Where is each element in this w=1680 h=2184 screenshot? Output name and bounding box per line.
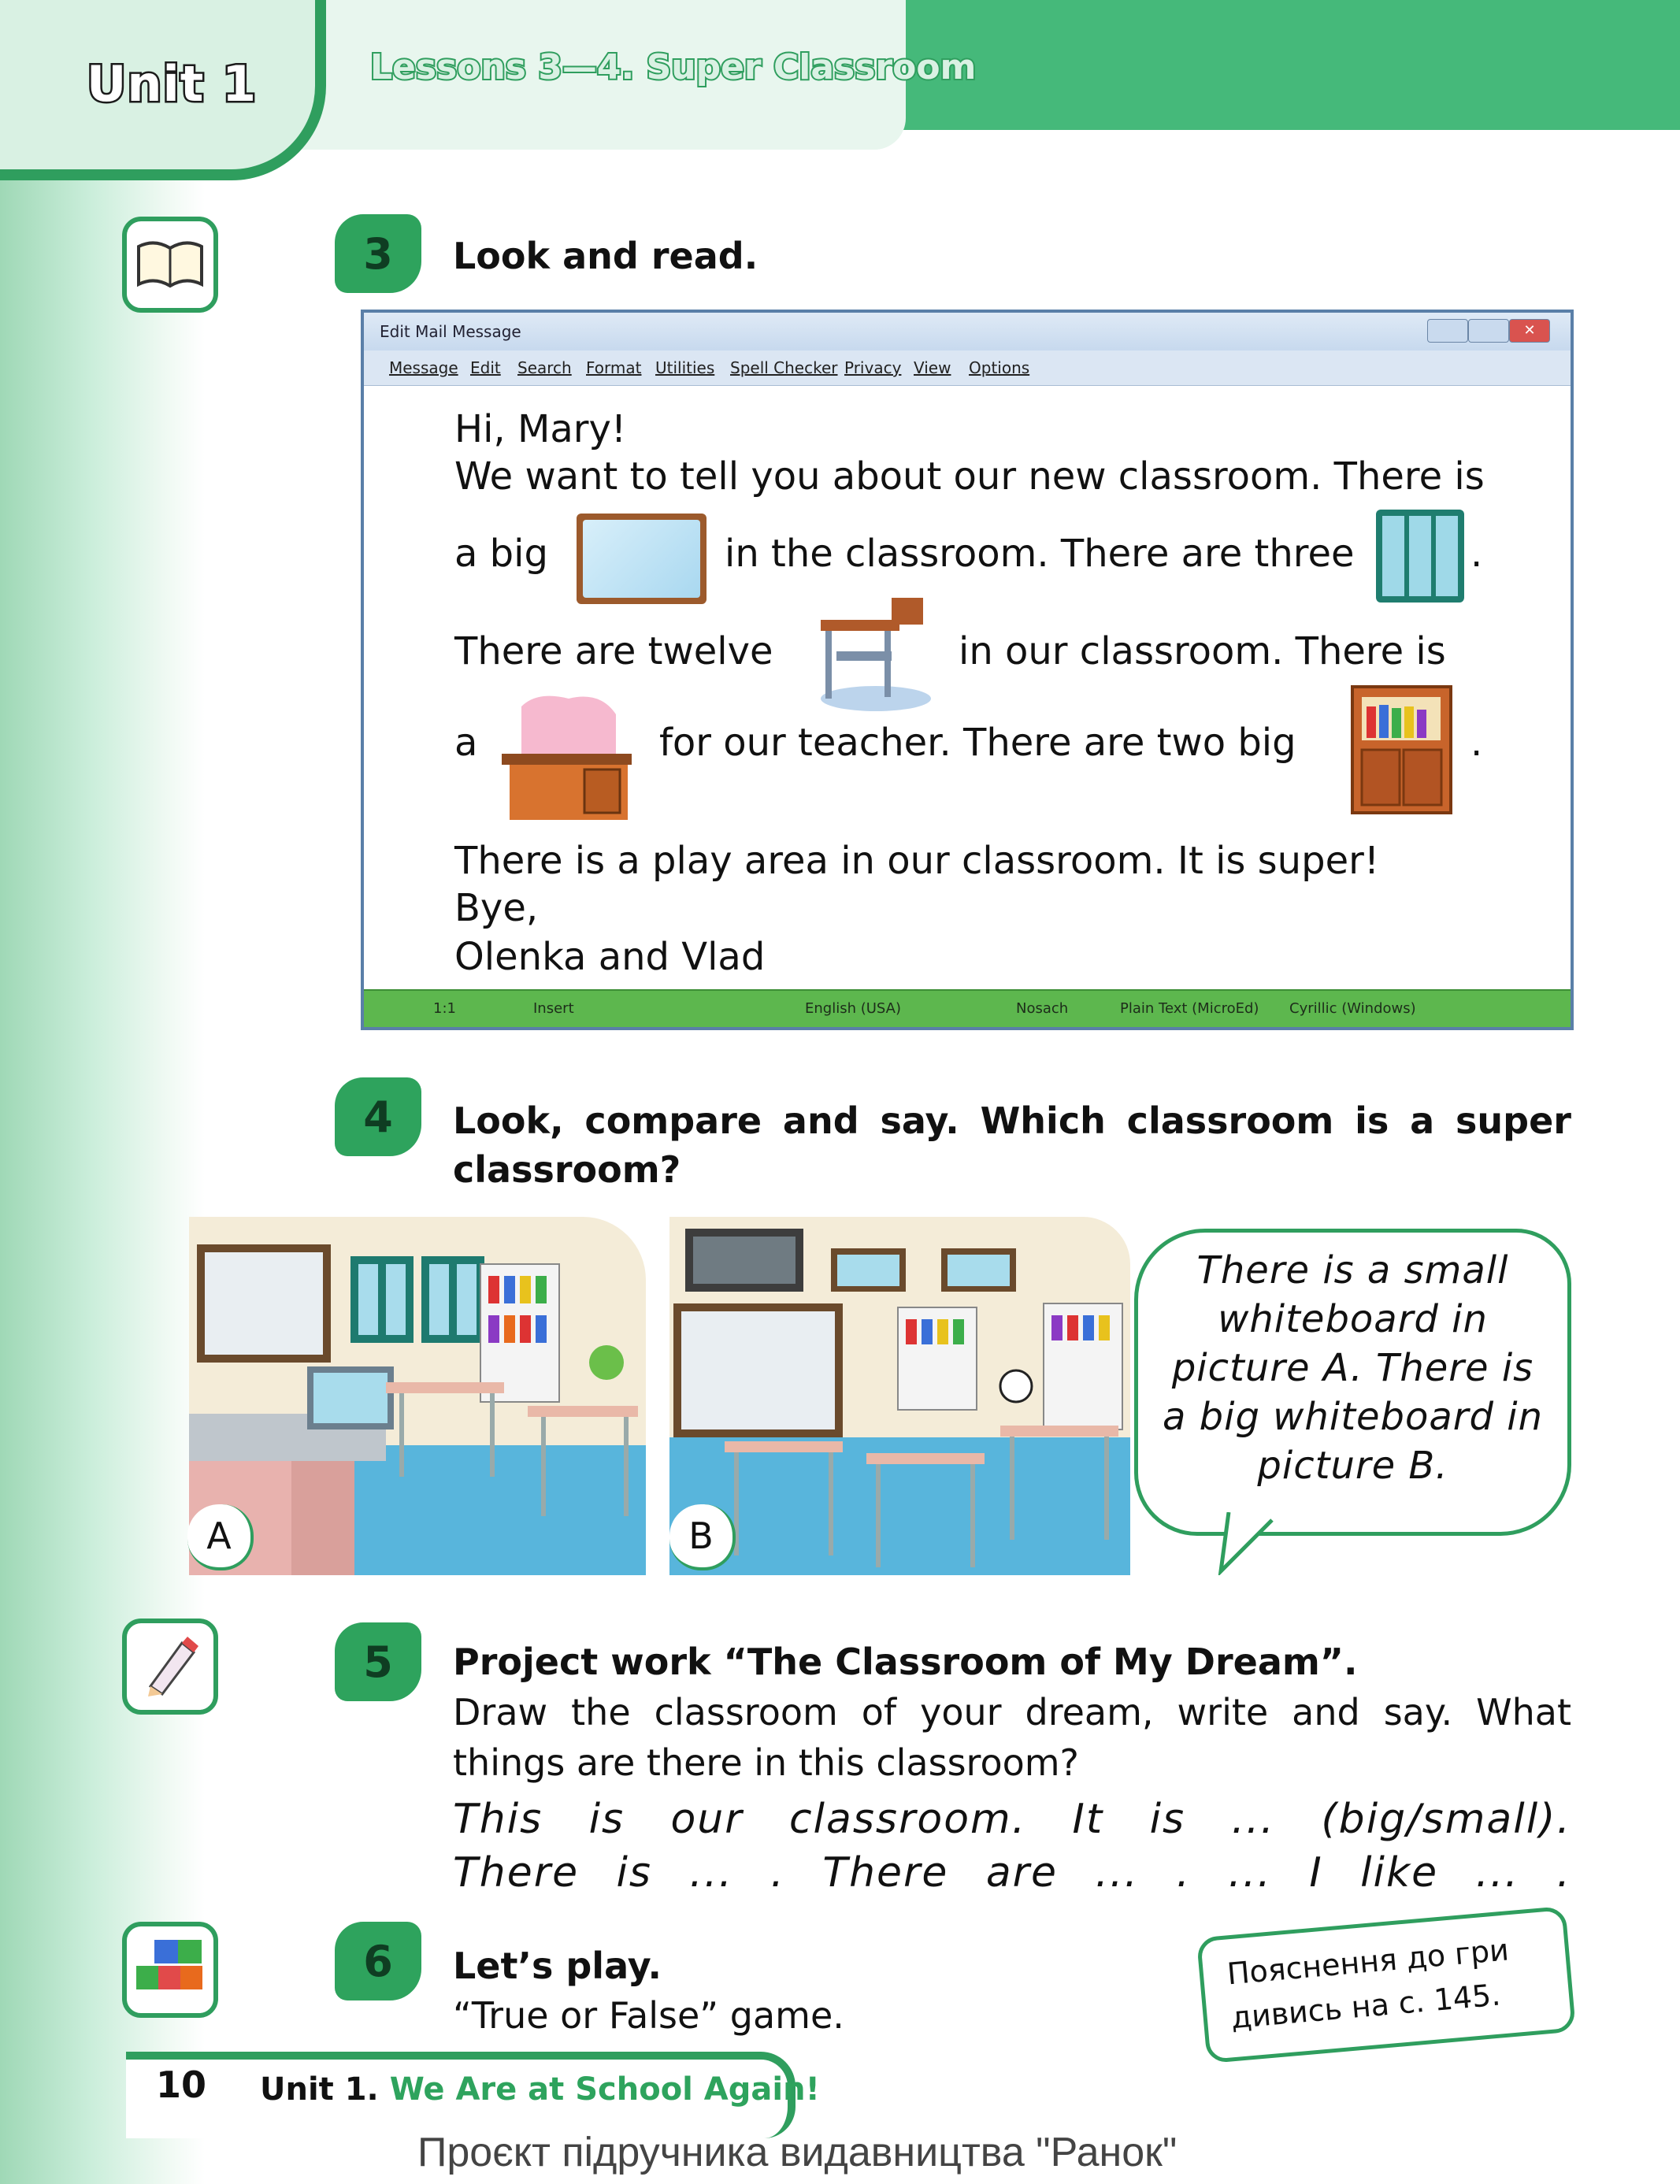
speech-line: whiteboard in	[1218, 1297, 1488, 1341]
speech-bubble-tail	[1213, 1512, 1284, 1575]
sample-sentence-line-2: There is ... . There are ... . ... I like ... .	[453, 1849, 1571, 1897]
speech-line: a big whiteboard in	[1162, 1395, 1544, 1439]
status-format: Plain Text (MicroEd)	[1120, 1000, 1259, 1017]
teacher-desk-picture	[498, 691, 636, 825]
task-number-badge: 5	[335, 1622, 421, 1701]
book-icon	[122, 217, 218, 313]
mail-greeting: Hi, Mary!	[454, 407, 627, 451]
pencil-icon	[122, 1619, 218, 1715]
task-number-badge: 6	[335, 1922, 421, 2000]
mail-window-title: Edit Mail Message	[380, 322, 521, 341]
classroom-a-picture	[189, 1217, 646, 1575]
maximize-button[interactable]	[1468, 319, 1509, 343]
menu-edit[interactable]: Edit	[470, 358, 501, 377]
menu-view[interactable]: View	[914, 358, 951, 377]
desk-picture	[813, 596, 931, 714]
classroom-b-picture	[669, 1217, 1130, 1575]
status-user: Nosach	[1016, 1000, 1069, 1017]
task-text: “True or False” game.	[453, 1994, 844, 2037]
window-picture	[1376, 510, 1464, 603]
mail-line-2a: a big	[454, 532, 548, 576]
close-button[interactable]: ✕	[1509, 319, 1550, 343]
mail-line-4c: .	[1470, 721, 1483, 765]
status-insert: Insert	[533, 1000, 574, 1017]
task-text-line-1: Draw the classroom of your dream, write and say. What	[453, 1691, 1571, 1733]
footer-unit-prefix: Unit 1.	[260, 2071, 379, 2108]
task-title-line-1: Look, compare and say. Which classroom is a super	[453, 1099, 1571, 1142]
menu-search[interactable]: Search	[517, 358, 572, 377]
task-title: Look and read.	[453, 235, 758, 277]
menu-message[interactable]: Message	[389, 358, 458, 377]
status-language: English (USA)	[805, 1000, 902, 1017]
mail-line-3a: There are twelve	[454, 629, 773, 673]
mail-line-4b: for our teacher. There are two big	[659, 721, 1296, 765]
whiteboard-picture	[577, 514, 706, 604]
mail-line-2c: .	[1470, 532, 1483, 576]
mail-titlebar	[364, 313, 1571, 350]
speech-line: There is a small	[1196, 1248, 1509, 1292]
mail-line-1: We want to tell you about our new classroom. There is	[454, 454, 1485, 499]
blocks-icon	[122, 1922, 218, 2018]
mail-bye: Bye,	[454, 886, 539, 930]
footer-unit-title: We Are at School Again!	[389, 2071, 820, 2108]
unit-label: Unit 1	[87, 55, 258, 113]
task-number-badge: 3	[335, 214, 421, 293]
task-text-line-2: things are there in this classroom?	[453, 1741, 1079, 1784]
menu-privacy[interactable]: Privacy	[844, 358, 902, 377]
status-encoding: Cyrillic (Windows)	[1289, 1000, 1416, 1017]
mail-line-3b: in our classroom. There is	[959, 629, 1446, 673]
speech-line: picture A. There is	[1171, 1346, 1534, 1390]
lesson-title: Lessons 3—4. Super Classroom	[370, 47, 977, 87]
picture-label-b: B	[669, 1504, 736, 1570]
picture-label-a: A	[187, 1504, 254, 1570]
mail-menubar	[364, 350, 1571, 386]
page-number: 10	[156, 2063, 207, 2106]
publisher-note: Проєкт підручника видавництва "Ранок"	[417, 2130, 1177, 2175]
minimize-button[interactable]	[1427, 319, 1468, 343]
menu-options[interactable]: Options	[969, 358, 1030, 377]
task-title-line-2: classroom?	[453, 1148, 681, 1191]
game-note-box	[1196, 1906, 1576, 2063]
menu-spell-checker[interactable]: Spell Checker	[730, 358, 838, 377]
footer-unit	[260, 2071, 820, 2108]
speech-line: picture B.	[1257, 1444, 1448, 1488]
side-gradient-strip	[0, 0, 205, 2184]
bookcase-picture	[1344, 683, 1463, 817]
mail-line-5: There is a play area in our classroom. It is super!	[454, 839, 1380, 883]
status-position: 1:1	[433, 1000, 456, 1017]
task-number-badge: 4	[335, 1077, 421, 1156]
menu-utilities[interactable]: Utilities	[655, 358, 715, 377]
menu-format[interactable]: Format	[586, 358, 642, 377]
mail-line-4a: a	[454, 721, 478, 765]
note-line-1: Пояснення до гри	[1226, 1932, 1511, 1992]
mail-window	[361, 310, 1574, 1030]
sample-sentence-line-1: This is our classroom. It is ... (big/small).	[453, 1796, 1571, 1843]
mail-signature: Olenka and Vlad	[454, 935, 766, 979]
speech-bubble	[1134, 1229, 1571, 1536]
note-line-2: дивись на с. 145.	[1229, 1977, 1502, 2036]
task-title: Project work “The Classroom of My Dream”.	[453, 1641, 1358, 1683]
mail-statusbar	[364, 989, 1571, 1027]
task-title: Let’s play.	[453, 1945, 662, 1987]
mail-line-2b: in the classroom. There are three	[725, 532, 1355, 576]
